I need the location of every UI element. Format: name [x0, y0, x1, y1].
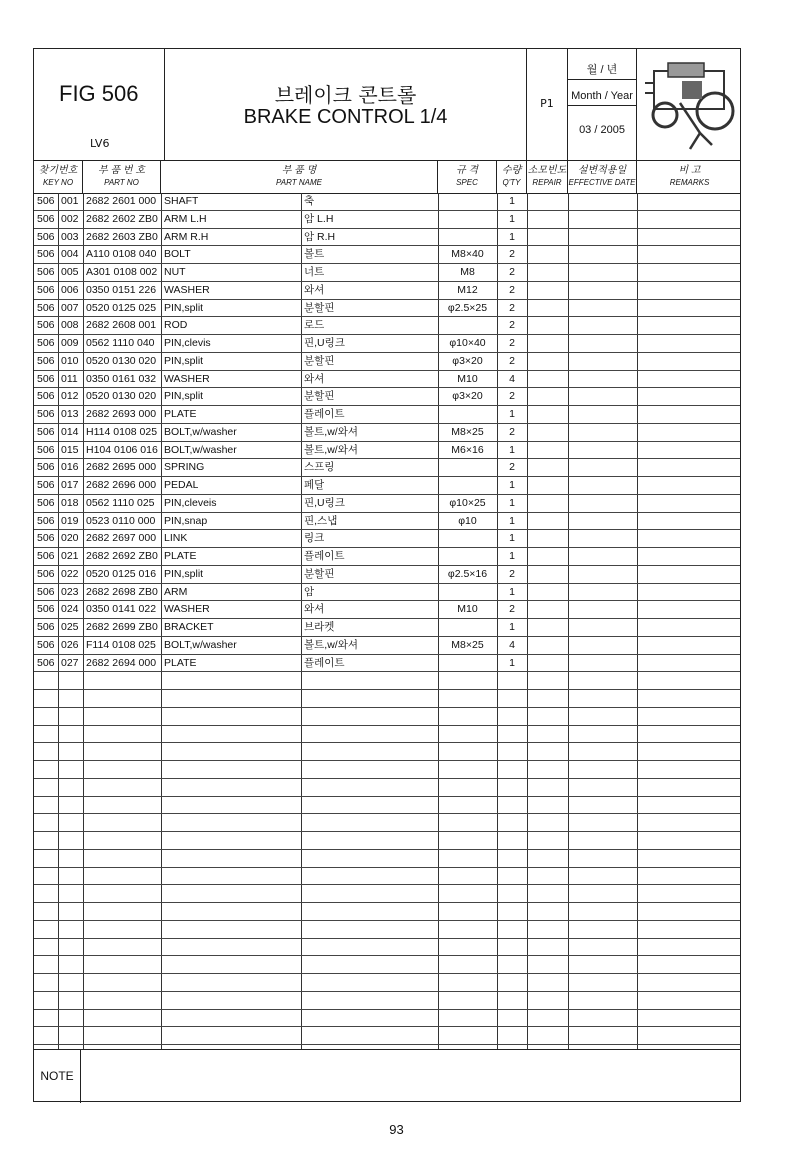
cell-name: PEDAL: [164, 479, 199, 491]
cell-spec: [438, 477, 497, 494]
table-row: [34, 459, 740, 477]
cell-spec: M8×40: [451, 248, 484, 261]
cell-name-ko: 볼트,w/와셔: [304, 638, 358, 651]
cell-name-ko: 너트: [304, 266, 325, 278]
page-code-cell: [527, 49, 568, 160]
cell-part: 0350 0151 226: [86, 283, 157, 296]
table-row: [34, 743, 740, 761]
cell-part: 0562 1110 025: [86, 496, 155, 509]
table-row: [34, 317, 740, 335]
table-row: [34, 885, 740, 903]
cell-name-ko: 볼트,w/와셔: [304, 425, 358, 438]
cell-fig: 506: [37, 230, 55, 243]
cell-fig: 506: [37, 603, 55, 616]
cell-key: 011: [61, 372, 78, 385]
cell-qty: 4: [509, 372, 515, 385]
table-row: [34, 353, 740, 371]
cell-part: H114 0108 025: [86, 425, 158, 438]
cell-spec: [438, 211, 497, 228]
cell-spec: φ3×20: [452, 390, 483, 403]
cell-key: 021: [61, 550, 79, 562]
table-row: [34, 619, 740, 637]
cell-name: BOLT,w/washer: [164, 638, 237, 651]
cell-fig: 506: [37, 283, 55, 296]
cell-part: 0520 0125 025: [86, 301, 157, 314]
cell-name: PIN,split: [164, 301, 204, 314]
table-row: [34, 939, 740, 957]
cell-qty: 2: [509, 567, 515, 580]
parts-sheet: [33, 48, 741, 1102]
cell-qty: 1: [509, 585, 515, 598]
cell-name: WASHER: [164, 283, 210, 296]
table-row: [34, 690, 740, 708]
cell-name-ko: 플레이트: [304, 656, 345, 669]
cell-name-ko: 스프링: [304, 461, 335, 474]
cell-key: 015: [61, 443, 79, 456]
cell-name-ko: 페달: [304, 479, 325, 491]
cell-spec: [438, 548, 497, 565]
column-qty: 수량 Q'TY: [497, 160, 527, 193]
cell-spec: [438, 193, 497, 210]
model-code: LV6: [90, 137, 110, 150]
cell-part: 2682 2694 000: [86, 656, 157, 669]
note-label: NOTE: [34, 1050, 81, 1103]
column-remarks: 비 고 REMARKS: [669, 165, 710, 187]
date-label-english: Month / Year: [571, 90, 633, 102]
cell-part: 2682 2699 ZB0: [86, 621, 158, 633]
table-row: [34, 921, 740, 939]
cell-key: 009: [61, 337, 79, 349]
cell-name: BOLT,w/washer: [164, 443, 237, 456]
cell-name: WASHER: [164, 603, 210, 616]
cell-key: 023: [61, 585, 79, 598]
cell-name: ARM R.H: [164, 230, 209, 243]
cell-qty: 1: [509, 443, 515, 456]
column-part-name: 부 품 명 PART NAME: [161, 160, 438, 193]
table-row: [34, 566, 740, 584]
table-row: [34, 424, 740, 442]
cell-fig: 506: [37, 266, 55, 278]
table-row: [34, 211, 740, 229]
cell-name: PLATE: [164, 408, 197, 420]
table-row: [34, 726, 740, 744]
cell-spec: φ10×40: [449, 337, 486, 349]
title-cell: [165, 49, 527, 160]
table-row: [34, 797, 740, 815]
table-row: [34, 513, 740, 531]
table-row: [34, 477, 740, 495]
cell-fig: 506: [37, 496, 55, 509]
cell-name-ko: 핀,U링크: [304, 337, 345, 349]
table-row: [34, 868, 740, 886]
cell-name: BOLT,w/washer: [164, 425, 237, 438]
cell-name: ARM: [164, 585, 188, 598]
cell-spec: M10: [457, 372, 478, 385]
cell-fig: 506: [37, 301, 55, 314]
cell-name-ko: 암 L.H: [304, 212, 334, 225]
cell-part: 2682 2608 001: [86, 319, 157, 332]
cell-name-ko: 핀,스냅: [304, 514, 338, 527]
date-label-korean: 월 / 년: [586, 64, 618, 76]
parts-table-body: [34, 193, 740, 1049]
cell-name-ko: 암 R.H: [304, 230, 336, 243]
cell-spec: [438, 406, 497, 423]
table-row: [34, 761, 740, 779]
cell-fig: 506: [37, 443, 55, 456]
cell-name-ko: 플레이트: [304, 550, 345, 562]
cell-name: PIN,clevis: [164, 337, 211, 349]
cell-qty: 2: [509, 354, 515, 367]
table-row: [34, 814, 740, 832]
cell-spec: [438, 530, 497, 547]
table-row: [34, 974, 740, 992]
cell-part: 0562 1110 040: [86, 337, 155, 349]
cell-name-ko: 링크: [304, 532, 325, 545]
cell-part: A301 0108 002: [86, 266, 158, 278]
cell-part: 0520 0130 020: [86, 390, 157, 403]
cell-key: 013: [61, 408, 79, 420]
cell-part: A110 0108 040: [86, 248, 157, 261]
cell-key: 005: [61, 266, 79, 278]
cell-name: SPRING: [164, 461, 205, 474]
cell-name-ko: 브라켓: [304, 621, 335, 633]
cell-qty: 2: [509, 425, 515, 438]
table-row: [34, 246, 740, 264]
cell-spec: [438, 459, 497, 476]
fig-cell: [34, 49, 165, 160]
cell-part: 2682 2697 000: [86, 532, 157, 545]
cell-name: PIN,split: [164, 390, 204, 403]
cell-spec: M6×16: [451, 443, 484, 456]
column-effective-date: 설변적용일 EFFECTIVE DATE: [568, 160, 637, 193]
cell-name: ARM L.H: [164, 212, 207, 225]
date-value: 03 / 2005: [579, 124, 625, 136]
cell-part: 0350 0141 022: [86, 603, 157, 616]
cell-part: F114 0108 025: [86, 638, 156, 651]
cell-fig: 506: [37, 461, 55, 474]
cell-qty: 2: [509, 603, 515, 616]
table-row: [34, 1027, 740, 1045]
cell-name-ko: 와셔: [304, 603, 325, 616]
cell-qty: 1: [509, 408, 515, 420]
table-row: [34, 672, 740, 690]
title-english: BRAKE CONTROL 1/4: [243, 106, 448, 128]
cell-key: 008: [61, 319, 79, 332]
cell-key: 006: [61, 283, 79, 296]
cell-fig: 506: [37, 656, 55, 669]
table-row: [34, 335, 740, 353]
table-row: [34, 282, 740, 300]
cell-key: 027: [61, 656, 79, 669]
page-number: 93: [389, 1122, 404, 1137]
table-row: [34, 406, 740, 424]
cell-name-ko: 와셔: [304, 372, 325, 385]
cell-spec: [438, 655, 497, 672]
fig-number: FIG 506: [59, 81, 139, 106]
cell-fig: 506: [37, 638, 55, 651]
cell-spec: [438, 229, 497, 246]
cell-name-ko: 와셔: [304, 283, 325, 296]
table-row: [34, 584, 740, 602]
cell-fig: 506: [37, 248, 55, 261]
table-row: [34, 708, 740, 726]
column-part-no: 부 품 번 호 PART NO: [83, 160, 161, 193]
cell-qty: 2: [509, 301, 515, 314]
cell-fig: 506: [37, 567, 55, 580]
cell-qty: 1: [509, 230, 515, 243]
table-row: [34, 495, 740, 513]
cell-name: PIN,snap: [164, 514, 208, 527]
cell-qty: 2: [509, 266, 515, 278]
cell-fig: 506: [37, 390, 55, 403]
cell-part: 2682 2698 ZB0: [86, 585, 158, 598]
table-row: [34, 442, 740, 460]
cell-qty: 2: [509, 319, 515, 332]
cell-qty: 1: [509, 550, 515, 562]
cell-name-ko: 볼트,w/와셔: [304, 443, 358, 456]
cell-key: 002: [61, 212, 79, 225]
illustration-cell: [637, 49, 742, 160]
cell-part: 0523 0110 000: [86, 514, 156, 527]
cell-part: 2682 2692 ZB0: [86, 550, 158, 562]
cell-fig: 506: [37, 337, 55, 349]
cell-name: NUT: [164, 266, 186, 278]
cell-spec: M8×25: [451, 425, 484, 438]
cell-part: 2682 2693 000: [86, 408, 157, 420]
cell-qty: 1: [509, 195, 515, 207]
column-spec: 규 격 SPEC: [438, 160, 497, 193]
cell-name: PLATE: [164, 550, 197, 562]
cell-name: LINK: [164, 532, 188, 545]
cell-fig: 506: [37, 319, 55, 332]
cell-qty: 2: [509, 283, 515, 296]
cell-name: ROD: [164, 319, 188, 332]
cell-part: 2682 2603 ZB0: [86, 230, 158, 243]
cell-spec: M12: [457, 283, 478, 296]
cell-qty: 2: [509, 390, 515, 403]
cell-key: 004: [61, 248, 79, 261]
cell-fig: 506: [37, 354, 55, 367]
cell-key: 020: [61, 532, 79, 545]
column-repair: 소모빈도 REPAIR: [527, 160, 568, 193]
cell-name: PIN,cleveis: [164, 496, 217, 509]
cell-qty: 1: [509, 656, 515, 669]
cell-name-ko: 분할핀: [304, 354, 335, 367]
cell-spec: M8: [460, 266, 475, 278]
cell-part: H104 0106 016: [86, 443, 158, 456]
sheet-header: [34, 49, 740, 161]
cell-fig: 506: [37, 621, 55, 633]
cell-key: 018: [61, 496, 79, 509]
table-row: [34, 655, 740, 673]
cell-spec: φ10×25: [449, 496, 486, 509]
table-row: [34, 264, 740, 282]
cell-part: 2682 2696 000: [86, 479, 157, 491]
cell-name-ko: 분할핀: [304, 390, 335, 403]
cell-fig: 506: [37, 532, 55, 545]
cell-key: 016: [61, 461, 79, 474]
cell-key: 017: [61, 479, 79, 491]
cell-part: 0520 0130 020: [86, 354, 157, 367]
cell-key: 010: [61, 354, 79, 367]
cell-key: 003: [61, 230, 79, 243]
table-row: [34, 229, 740, 247]
table-row: [34, 388, 740, 406]
cell-part: 2682 2602 ZB0: [86, 212, 158, 225]
cell-name: PLATE: [164, 656, 197, 669]
cell-spec: [438, 584, 497, 601]
cell-name-ko: 분할핀: [304, 301, 335, 314]
cell-part: 0520 0125 016: [86, 567, 157, 580]
cell-name-ko: 플레이트: [304, 408, 345, 420]
cell-name-ko: 축: [304, 195, 315, 207]
cell-spec: M8×25: [451, 638, 484, 651]
cell-name: BRACKET: [164, 621, 214, 633]
cell-name-ko: 암: [304, 585, 315, 598]
cell-spec: φ10: [458, 514, 477, 527]
page-code: P1: [540, 97, 554, 110]
cell-qty: 1: [509, 479, 515, 491]
table-row: [34, 300, 740, 318]
table-row: [34, 832, 740, 850]
cell-key: 012: [61, 390, 79, 403]
tractor-thumbnail-icon: [640, 53, 740, 157]
cell-qty: 1: [509, 496, 515, 509]
cell-spec: φ3×20: [452, 354, 483, 367]
cell-qty: 4: [509, 638, 515, 651]
table-row: [34, 992, 740, 1010]
title-korean: 브레이크 콘트롤: [274, 83, 417, 107]
cell-spec: [438, 317, 497, 334]
cell-qty: 2: [509, 337, 515, 349]
cell-fig: 506: [37, 550, 55, 562]
cell-fig: 506: [37, 425, 55, 438]
cell-qty: 2: [509, 461, 515, 474]
column-key-no: 찾기번호 KEY NO: [34, 160, 83, 193]
cell-fig: 506: [37, 408, 55, 420]
cell-fig: 506: [37, 212, 55, 225]
cell-fig: 506: [37, 585, 55, 598]
cell-name: WASHER: [164, 372, 210, 385]
cell-key: 007: [61, 301, 79, 314]
cell-name-ko: 볼트: [304, 248, 325, 261]
table-row: [34, 637, 740, 655]
table-row: [34, 193, 740, 211]
cell-qty: 1: [509, 514, 515, 527]
cell-key: 022: [61, 567, 79, 580]
table-row: [34, 956, 740, 974]
cell-name-ko: 분할핀: [304, 567, 335, 580]
table-row: [34, 601, 740, 619]
cell-qty: 1: [509, 212, 515, 225]
cell-name-ko: 핀,U링크: [304, 496, 345, 509]
date-cell: [568, 49, 637, 160]
cell-spec: φ2.5×16: [447, 567, 488, 580]
cell-spec: [438, 619, 497, 636]
cell-part: 2682 2695 000: [86, 461, 157, 474]
table-row: [34, 371, 740, 389]
table-row: [34, 530, 740, 548]
cell-part: 2682 2601 000: [86, 195, 157, 207]
cell-fig: 506: [37, 479, 55, 491]
cell-spec: φ2.5×25: [447, 301, 488, 314]
cell-fig: 506: [37, 514, 55, 527]
cell-fig: 506: [37, 372, 55, 385]
column-header-row: [34, 160, 740, 194]
cell-spec: M10: [457, 603, 478, 616]
cell-name: PIN,split: [164, 567, 204, 580]
table-row: [34, 850, 740, 868]
cell-part: 0350 0161 032: [86, 372, 157, 385]
cell-name: BOLT: [164, 248, 191, 261]
cell-key: 026: [61, 638, 79, 651]
cell-key: 024: [61, 603, 79, 616]
table-row: [34, 779, 740, 797]
cell-name: PIN,split: [164, 354, 204, 367]
cell-key: 025: [61, 621, 79, 633]
table-row: [34, 903, 740, 921]
cell-qty: 1: [509, 532, 515, 545]
cell-qty: 1: [509, 621, 515, 633]
table-row: [34, 1010, 740, 1028]
cell-key: 019: [61, 514, 79, 527]
cell-key: 014: [61, 425, 79, 438]
cell-fig: 506: [37, 195, 55, 207]
table-row: [34, 548, 740, 566]
cell-name-ko: 로드: [304, 319, 325, 332]
cell-key: 001: [61, 195, 79, 207]
cell-qty: 2: [509, 248, 515, 261]
cell-name: SHAFT: [164, 195, 199, 207]
note-section: [34, 1049, 740, 1103]
